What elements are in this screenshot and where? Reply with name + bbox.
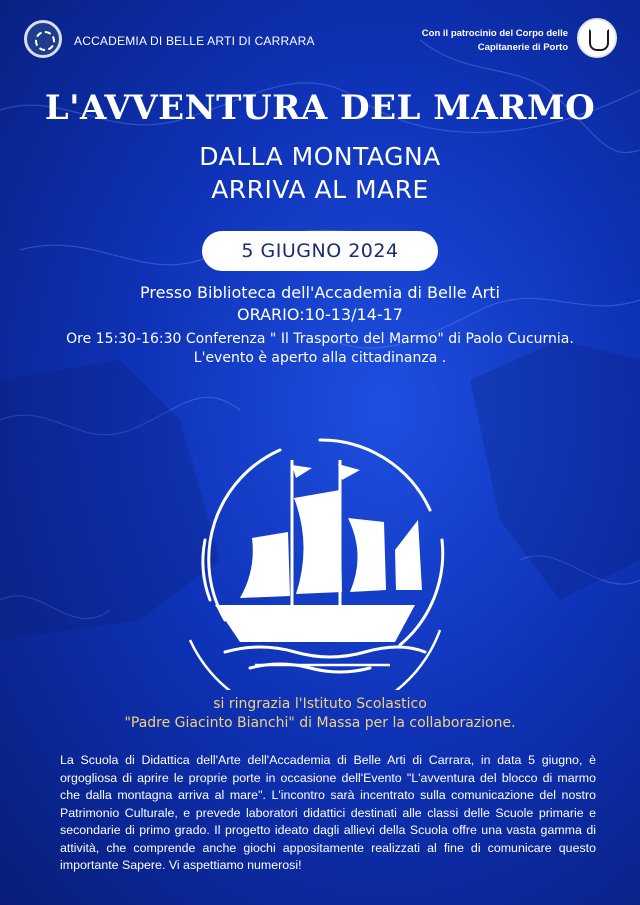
- open-to-public-note: L'evento è aperto alla cittadinanza .: [193, 350, 447, 366]
- event-venue: Presso Biblioteca dell'Accademia di Belle Arti: [140, 283, 500, 302]
- patronage-line-2: Capitanerie di Porto: [477, 42, 568, 53]
- event-subtitle-line-2: ARRIVA AL MARE: [211, 175, 429, 204]
- event-title: L'AVVENTURA DEL MARMO: [44, 88, 596, 128]
- patronage-line-1: Con il patrocinio del Corpo delle: [421, 28, 568, 39]
- academy-name: ACCADEMIA DI BELLE ARTI DI CARRARA: [74, 34, 315, 48]
- event-hours: ORARIO:10-13/14-17: [237, 305, 403, 324]
- event-date-badge: 5 GIUGNO 2024: [202, 231, 438, 271]
- patronage-note: [400, 27, 568, 55]
- academy-seal-icon: [24, 20, 62, 58]
- coast-guard-seal-icon: [577, 18, 617, 58]
- conference-info: Ore 15:30-16:30 Conferenza " Il Trasporto del Marmo" di Paolo Cucurnia.: [66, 331, 574, 347]
- event-subtitle-line-1: DALLA MONTAGNA: [199, 142, 441, 171]
- event-description: La Scuola di Didattica dell'Arte dell'Accademia di Belle Arti di Carrara, in data 5 giugno, è orgogliosa di aprire le proprie porte in occasione dell'Evento "L'avventura del blocco di marmo che dalla montagna arriva al mare". L'incontro sarà incentrato sulla comunicazione del nostro Patrimonio Culturale, e prevede laboratori didattici destinati alle classi delle Scuole primarie e secondarie di primo grado. Il progetto ideato dagli allievi della Scuola offre una vasta gamma di attività, che comprende anche giochi appositamente realizzati al fine di comunicare questo importante Sapere. Vi aspettiamo numerosi!: [60, 753, 596, 872]
- thanks-line-1: si ringrazia l'Istituto Scolastico: [213, 696, 427, 712]
- ship-emblem-icon: [170, 420, 470, 690]
- thanks-line-2: "Padre Giacinto Bianchi" di Massa per la collaborazione.: [124, 715, 516, 731]
